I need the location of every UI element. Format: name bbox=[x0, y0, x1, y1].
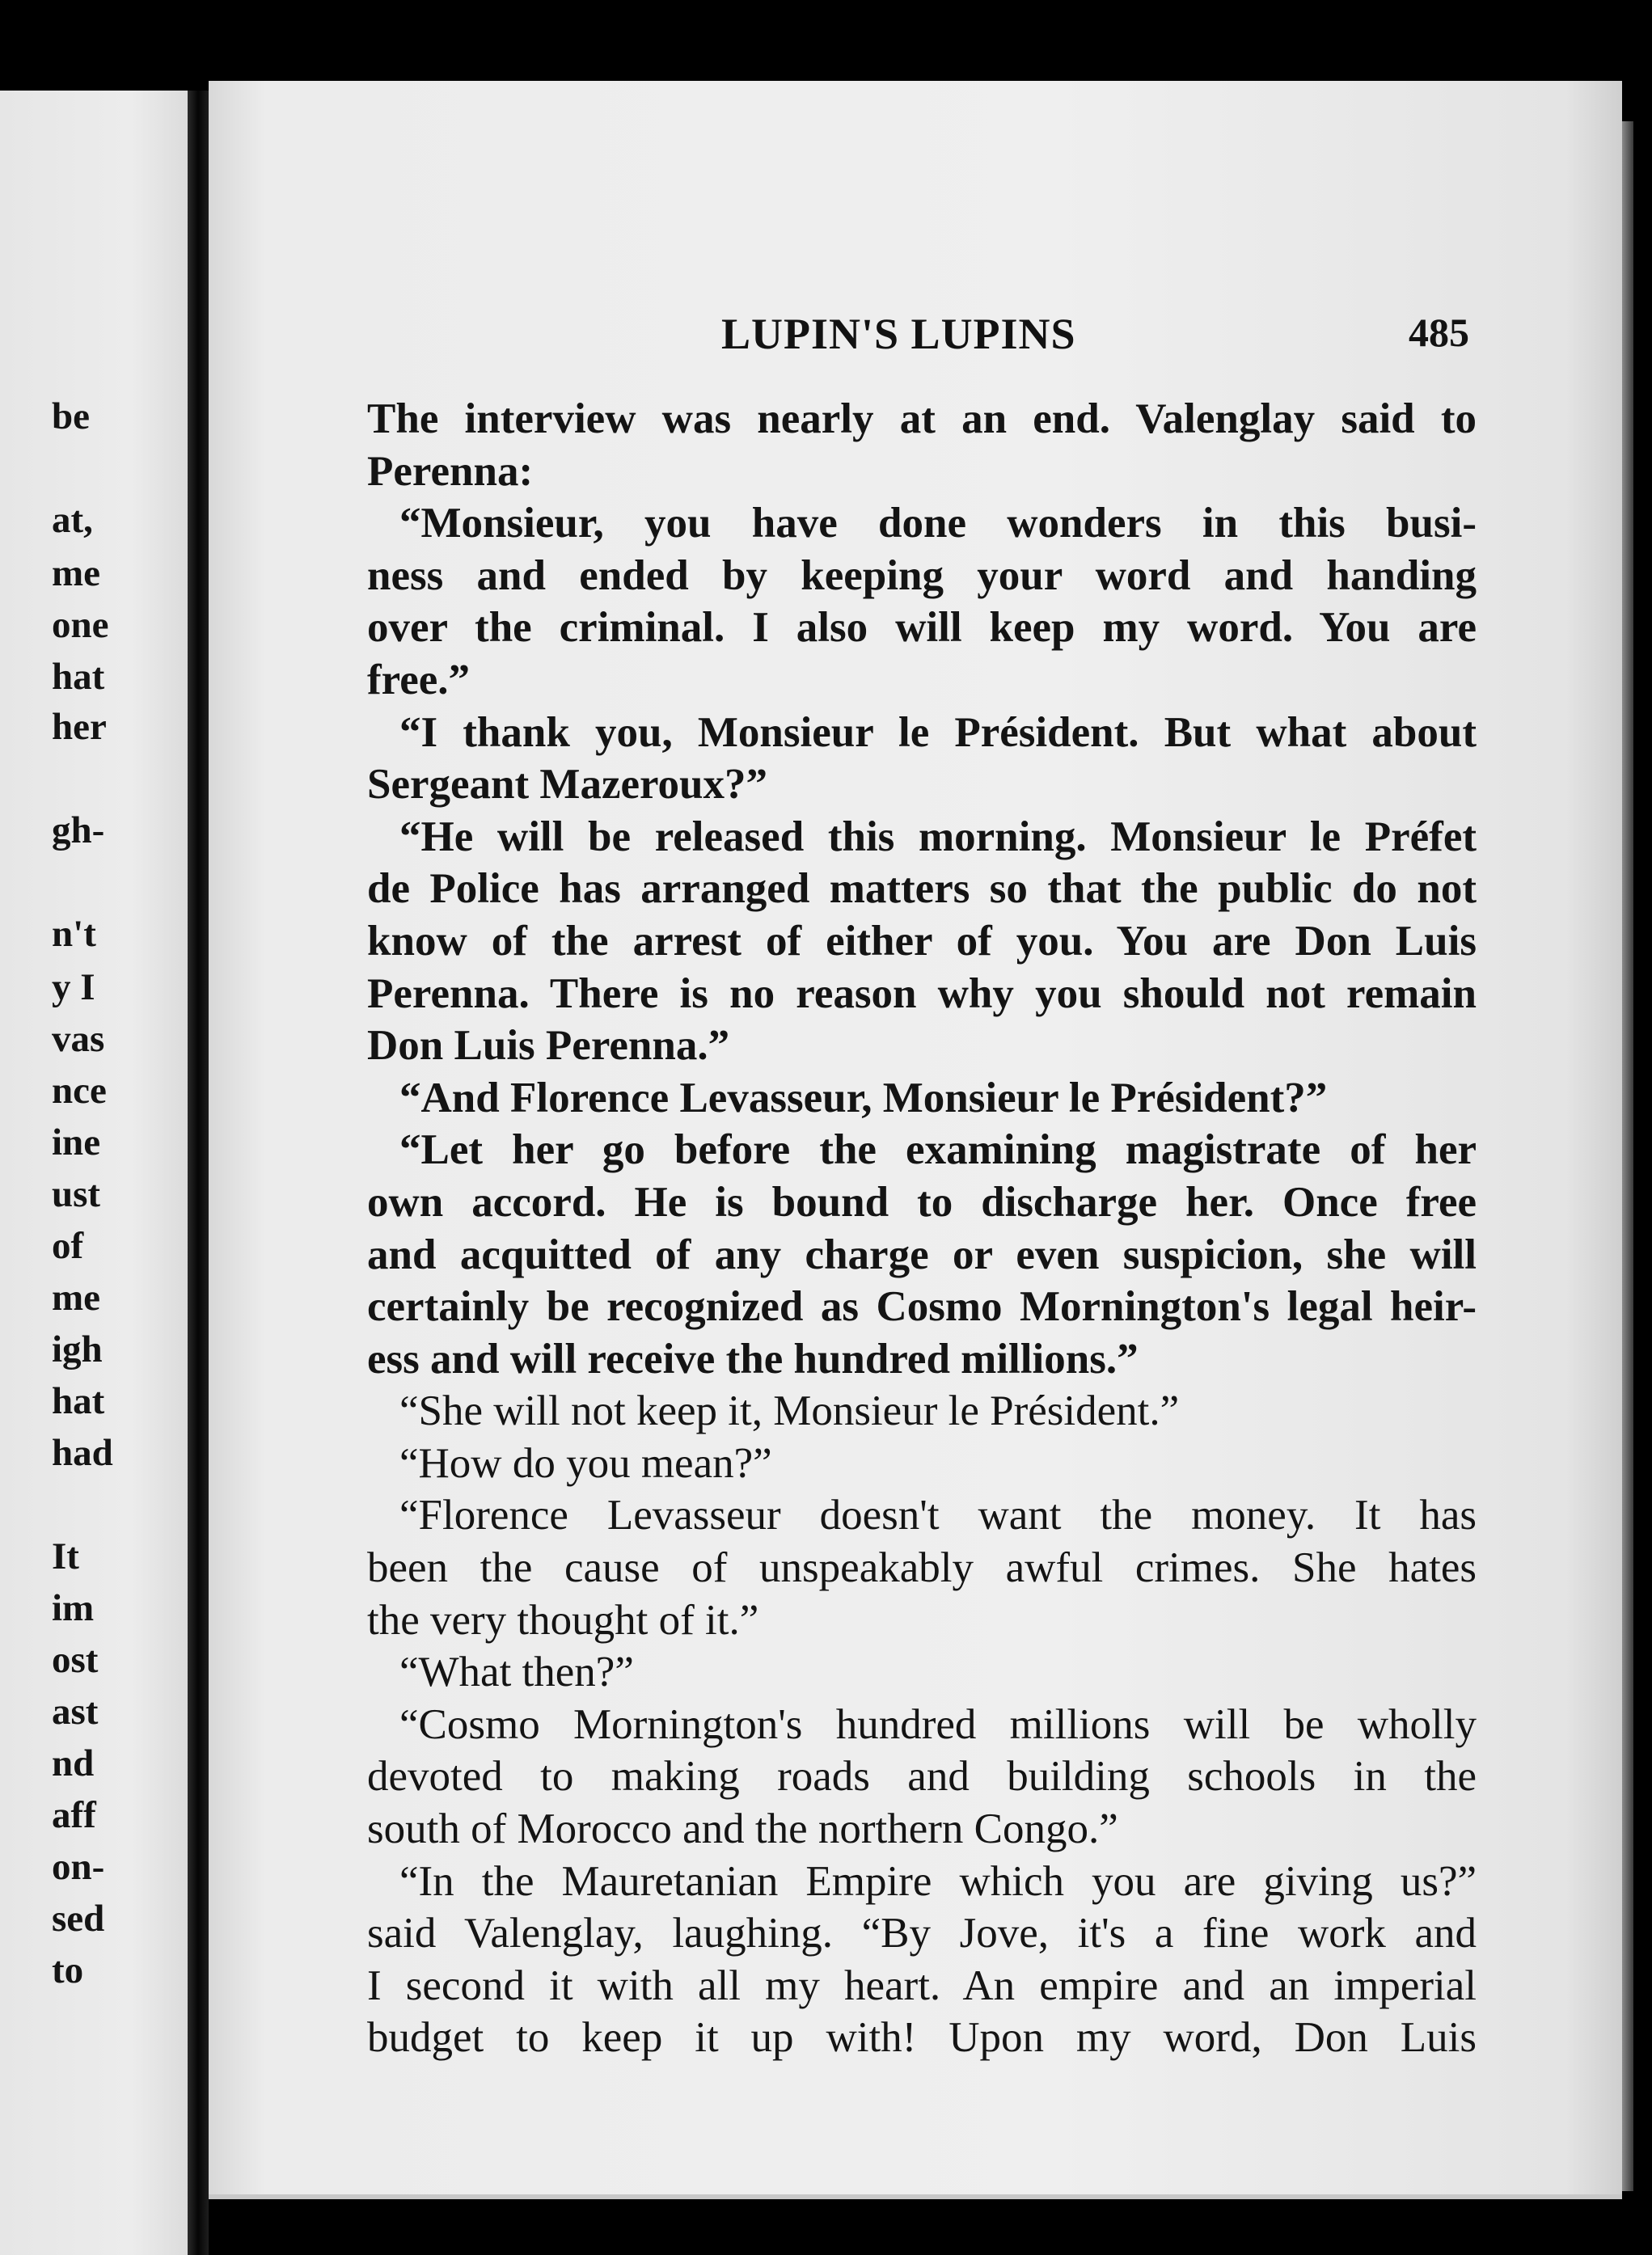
left-page-fragment: me bbox=[52, 1277, 101, 1319]
text-line: “Florence Levasseur doesn't want the money. It has bbox=[399, 1492, 1477, 1539]
text-line: Sergeant Mazeroux?” bbox=[367, 761, 768, 809]
text-line: Don Luis Perenna.” bbox=[367, 1022, 730, 1070]
left-page-fragment: be bbox=[52, 395, 90, 437]
text-line: de Police has arranged matters so that the public do not bbox=[367, 865, 1477, 913]
left-page-fragment: had bbox=[52, 1432, 113, 1474]
text-line: and acquitted of any charge or even suspicion, she will bbox=[367, 1231, 1477, 1278]
text-line: “How do you mean?” bbox=[399, 1439, 772, 1487]
text-line: “She will not keep it, Monsieur le Président.” bbox=[399, 1387, 1180, 1435]
text-line: free.” bbox=[367, 656, 471, 703]
left-page-fragment: vas bbox=[52, 1018, 105, 1060]
left-page-fragment: ast bbox=[52, 1691, 99, 1733]
text-line: know of the arrest of either of you. You are Don Luis bbox=[367, 917, 1477, 965]
left-page-fragment: her bbox=[52, 706, 107, 748]
body-text bbox=[367, 393, 1477, 2064]
left-page-fragment: to bbox=[52, 1949, 84, 1991]
left-page-fragment: ine bbox=[52, 1121, 101, 1163]
text-line: over the criminal. I also will keep my word. You are bbox=[367, 604, 1477, 652]
left-page-fragment: me bbox=[52, 552, 101, 594]
text-line: “What then?” bbox=[399, 1649, 634, 1696]
left-page-fragment: gh- bbox=[52, 809, 105, 851]
right-page bbox=[209, 81, 1622, 2199]
text-line: “In the Mauretanian Empire which you are giving us?” bbox=[399, 1857, 1477, 1905]
text-line: “I thank you, Monsieur le Président. But what about bbox=[399, 708, 1477, 756]
left-page-fragment: It bbox=[52, 1535, 79, 1577]
book-gutter bbox=[188, 91, 209, 2255]
left-page-fragment: hat bbox=[52, 1380, 105, 1422]
left-page-fragment: hat bbox=[52, 656, 105, 698]
text-line: The interview was nearly at an end. Valenglay said to bbox=[367, 395, 1477, 442]
left-page-fragment: igh bbox=[52, 1328, 103, 1370]
left-page-fragment: one bbox=[52, 604, 109, 646]
left-facing-page bbox=[0, 91, 188, 2255]
text-line: ness and ended by keeping your word and handing bbox=[367, 551, 1477, 599]
page-edge-shadow bbox=[1622, 121, 1633, 2191]
left-page-fragment: ust bbox=[52, 1173, 101, 1215]
running-header bbox=[209, 309, 1622, 365]
text-line: “Monsieur, you have done wonders in this busi- bbox=[399, 500, 1477, 547]
page-number: 485 bbox=[1409, 310, 1469, 355]
left-page-fragment: im bbox=[52, 1587, 95, 1629]
text-line: ess and will receive the hundred millions.” bbox=[367, 1335, 1139, 1383]
text-line: south of Morocco and the northern Congo.” bbox=[367, 1805, 1118, 1853]
text-line: Perenna. There is no reason why you should not remain bbox=[367, 969, 1477, 1017]
text-line: Perenna: bbox=[367, 447, 534, 495]
left-page-fragment: nd bbox=[52, 1742, 95, 1784]
text-line: “He will be released this morning. Monsieur le Préfet bbox=[399, 813, 1477, 860]
left-page-fragment: aff bbox=[52, 1794, 96, 1836]
left-page-fragment: of bbox=[52, 1225, 84, 1267]
left-page-fragment: sed bbox=[52, 1898, 105, 1940]
left-page-fragment: on- bbox=[52, 1846, 105, 1888]
text-line: “And Florence Levasseur, Monsieur le Président?” bbox=[399, 1074, 1328, 1121]
text-line: been the cause of unspeakably awful crimes. She hates bbox=[367, 1544, 1477, 1592]
text-line: the very thought of it.” bbox=[367, 1596, 759, 1644]
text-line: “Cosmo Mornington's hundred millions will be wholly bbox=[399, 1700, 1477, 1748]
left-page-fragment: n't bbox=[52, 913, 96, 955]
text-line: I second it with all my heart. An empire and an imperial bbox=[367, 1962, 1477, 2009]
text-line: “Let her go before the examining magistrate of her bbox=[399, 1126, 1477, 1174]
left-page-fragment: ost bbox=[52, 1639, 99, 1681]
running-title: LUPIN'S LUPINS bbox=[721, 310, 1076, 358]
left-page-fragment: y I bbox=[52, 966, 95, 1008]
text-line: own accord. He is bound to discharge her. Once free bbox=[367, 1178, 1477, 1226]
text-line: devoted to making roads and building schools in the bbox=[367, 1753, 1477, 1801]
text-line: certainly be recognized as Cosmo Mornington's legal heir- bbox=[367, 1283, 1477, 1331]
text-line: budget to keep it up with! Upon my word, Don Luis bbox=[367, 2014, 1477, 2062]
left-page-fragment: at, bbox=[52, 499, 93, 541]
text-line: said Valenglay, laughing. “By Jove, it's a fine work and bbox=[367, 1910, 1477, 1957]
left-page-fragment: nce bbox=[52, 1070, 107, 1112]
